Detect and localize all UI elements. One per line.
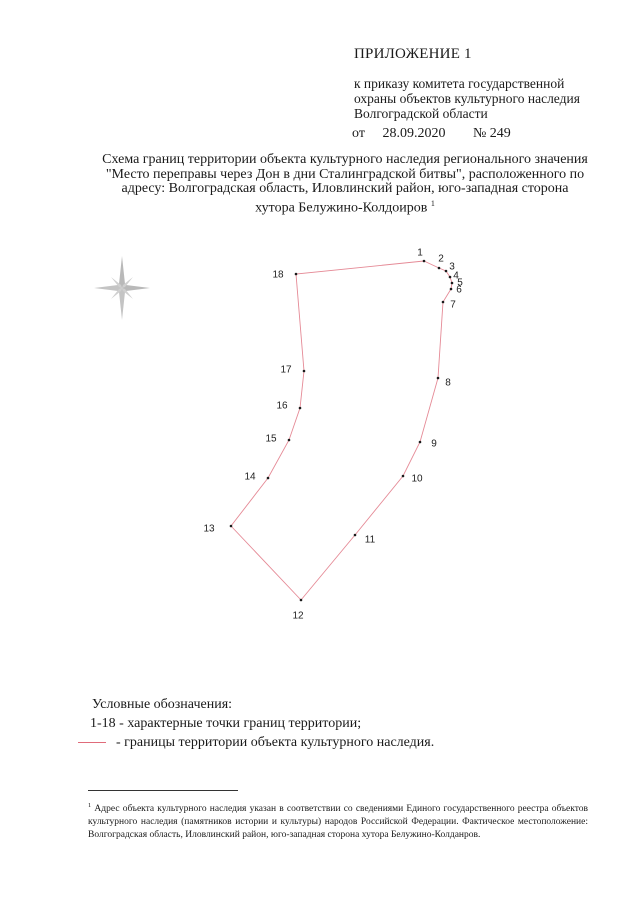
boundary-line (231, 261, 452, 600)
boundary-point-12 (300, 599, 303, 602)
scheme-title-text: Схема границ территории объекта культурного наследия регионального значения "Место переправы через Дон в дни Сталинградской битвы", расположенного по адресу: Волгоградская область, Иловлинский район, юго-западная сторона хутора Белужино-Колдоиров (102, 152, 588, 216)
compass-rose-icon (94, 256, 150, 320)
footnote (88, 799, 588, 842)
boundary-point-13 (230, 525, 233, 528)
legend-boundary-desc: - границы территории объекта культурного наследия. (116, 735, 435, 750)
legend-points-range: 1-18 (90, 716, 116, 731)
order-date: 28.09.2020 (382, 126, 446, 141)
point-label-14: 14 (244, 471, 256, 483)
point-label-10: 10 (411, 473, 423, 485)
point-label-13: 13 (203, 523, 215, 535)
boundary-point-15 (288, 439, 291, 442)
boundary-point-6 (450, 288, 453, 291)
appendix-title: ПРИЛОЖЕНИЕ 1 (354, 46, 472, 62)
boundary-point-9 (419, 441, 422, 444)
boundary-point-16 (299, 407, 302, 410)
point-label-8: 8 (445, 377, 451, 389)
order-date-line (352, 126, 511, 142)
point-label-5: 5 (457, 277, 463, 289)
point-label-9: 9 (431, 438, 437, 450)
boundary-scheme (0, 230, 640, 630)
point-label-6: 6 (456, 284, 462, 296)
boundary-point-8 (437, 377, 440, 380)
footnote-divider (88, 790, 238, 791)
point-label-11: 11 (364, 534, 376, 546)
scheme-title (100, 153, 590, 216)
boundary-point-18 (295, 273, 298, 276)
point-label-1: 1 (417, 247, 423, 259)
legend-boundary-swatch (78, 742, 106, 743)
legend-points-row (90, 716, 361, 732)
point-label-4: 4 (453, 270, 459, 282)
point-label-7: 7 (450, 299, 456, 311)
footnote-mark: 1 (88, 802, 92, 809)
number-prefix: № (472, 126, 487, 141)
legend-title: Условные обозначения: (92, 697, 233, 712)
boundary-point-2 (438, 267, 441, 270)
boundary-point-14 (267, 477, 270, 480)
point-label-12: 12 (292, 610, 304, 622)
boundary-point-5 (451, 282, 454, 285)
point-label-3: 3 (449, 261, 455, 273)
boundary-point-17 (303, 370, 306, 373)
order-number: 249 (489, 126, 511, 141)
footnote-text: Адрес объекта культурного наследия указан в соответствии со сведениями Единого государственного реестра объектов культурного наследия (памятников истории и культуры) народов Российской Федерации. Фактическое местоположение: Волгоградская область, Иловлинский район, юго-западная сторона хутора Белужино-Колданров. (88, 804, 589, 841)
point-label-16: 16 (276, 400, 288, 412)
point-label-15: 15 (265, 433, 277, 445)
point-label-17: 17 (280, 364, 292, 376)
boundary-point-10 (402, 475, 405, 478)
boundary-point-7 (442, 301, 445, 304)
legend-boundary-row (78, 735, 434, 751)
date-prefix: от (352, 126, 365, 141)
order-reference: к приказу комитета государственной охраны объектов культурного наследия Волгоградской области (354, 76, 580, 121)
boundary-point-3 (445, 270, 448, 273)
boundary-point-1 (423, 260, 426, 263)
legend-points-desc: - характерные точки границ территории; (115, 716, 362, 731)
boundary-point-11 (354, 534, 357, 537)
title-footnote-mark: 1 (430, 198, 435, 208)
boundary-point-4 (449, 276, 452, 279)
point-label-2: 2 (438, 253, 444, 265)
point-label-18: 18 (272, 269, 284, 281)
